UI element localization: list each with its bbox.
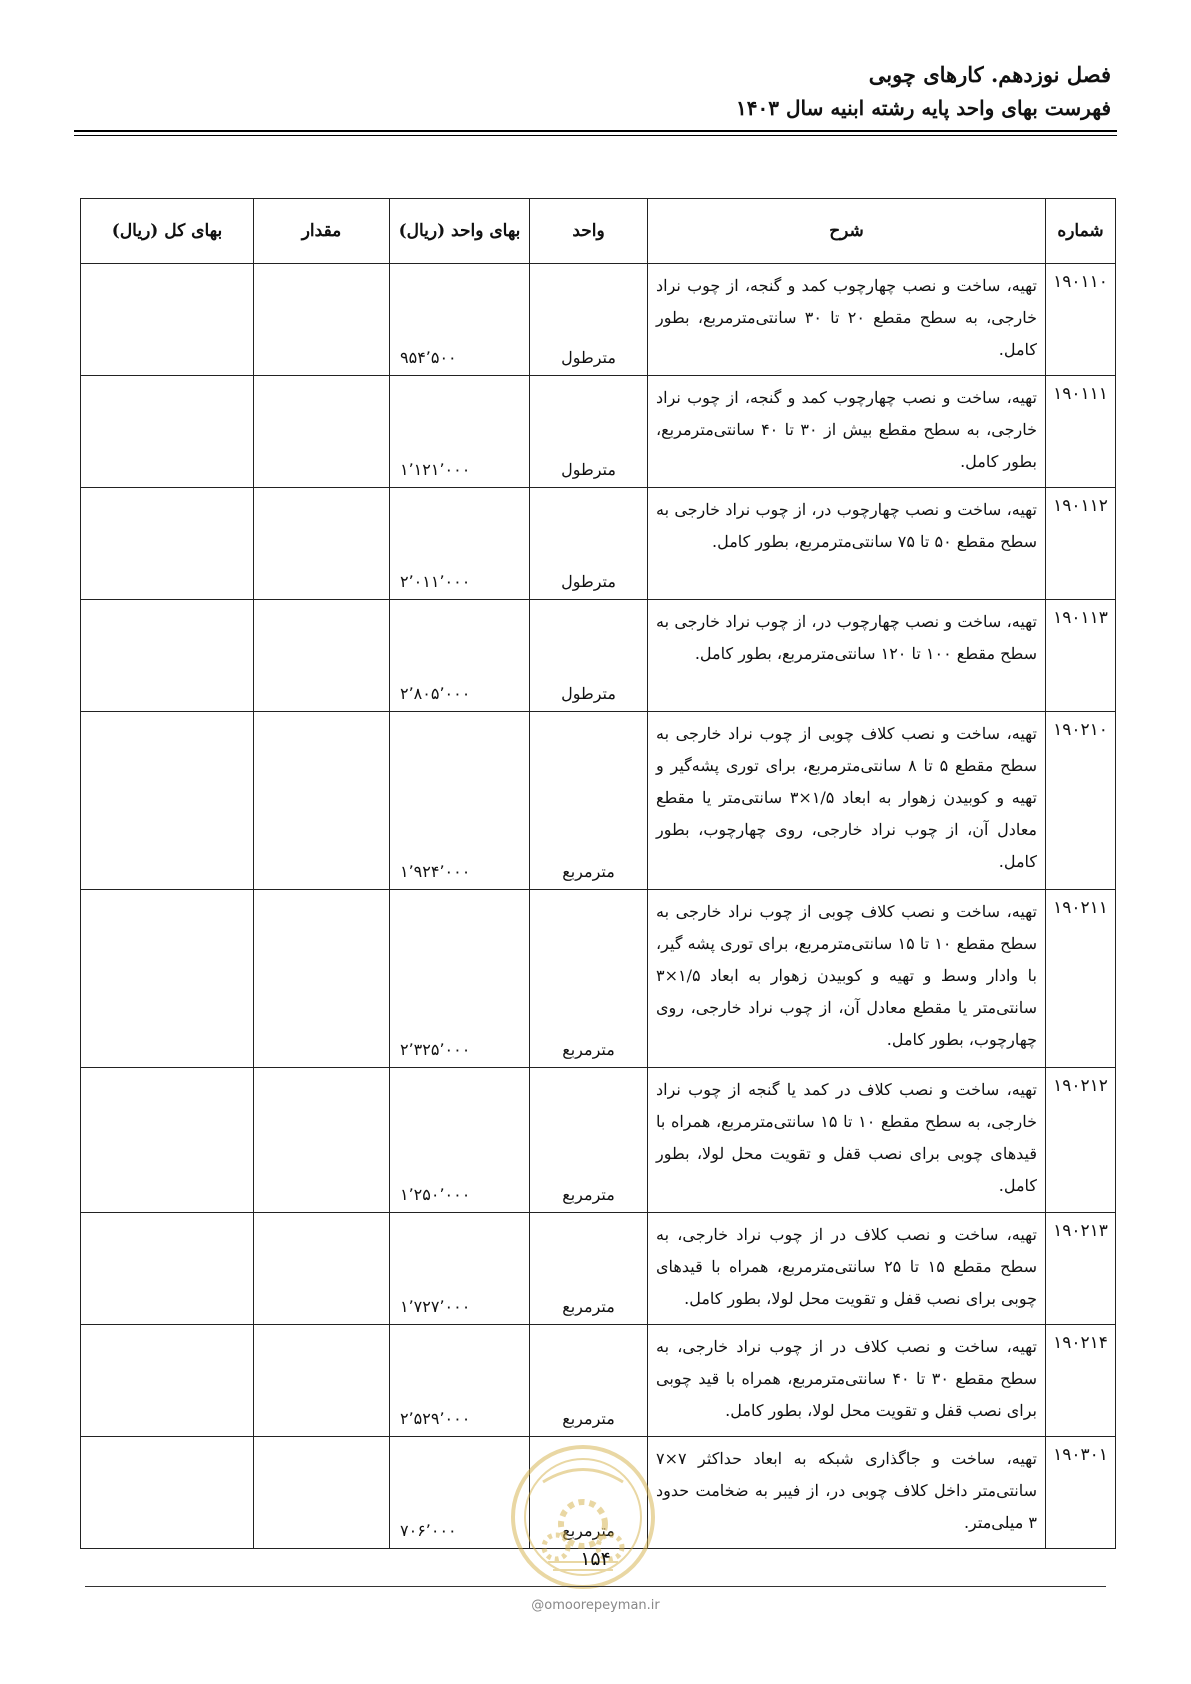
column-header-code: شماره — [1046, 199, 1116, 264]
row-unit-price: ۲٬۳۲۵٬۰۰۰ — [390, 890, 530, 1068]
chapter-title: فصل نوزدهم. کارهای چوبی — [868, 62, 1111, 87]
row-code: ۱۹۰۲۱۲ — [1046, 1068, 1116, 1213]
row-description: تهیه، ساخت و نصب کلاف چوبی از چوب نراد خارجی به سطح مقطع ۱۰ تا ۱۵ سانتی‌مترمربع، برای توری پشه گیر، با وادار وسط و تهیه و کوبیدن زهوار به ابعاد ۱/۵×۳ سانتی‌متر یا مقطع معادل آن، از چوب نراد خارجی، روی چهارچوب، بطور کامل. — [648, 890, 1046, 1068]
column-header-total-price: بهای کل (ریال) — [81, 199, 254, 264]
table-row — [81, 264, 1116, 376]
row-code: ۱۹۰۳۰۱ — [1046, 1437, 1116, 1549]
row-description: تهیه، ساخت و نصب کلاف چوبی از چوب نراد خارجی به سطح مقطع ۵ تا ۸ سانتی‌مترمربع، برای توری پشه‌گیر و تهیه و کوبیدن زهوار به ابعاد ۱/۵×۳ سانتی‌متر یا مقطع معادل آن، از چوب نراد خارجی، روی چهارچوب، بطور کامل. — [648, 712, 1046, 890]
row-quantity — [254, 376, 390, 488]
row-code: ۱۹۰۱۱۱ — [1046, 376, 1116, 488]
row-description: تهیه، ساخت و نصب چهارچوب کمد و گنجه، از چوب نراد خارجی، به سطح مقطع ۲۰ تا ۳۰ سانتی‌مترمربع، بطور کامل. — [648, 264, 1046, 376]
row-quantity — [254, 264, 390, 376]
row-description: تهیه، ساخت و نصب کلاف در از چوب نراد خارجی، به سطح مقطع ۱۵ تا ۲۵ سانتی‌مترمربع، همراه با قیدهای چوبی برای نصب قفل و تقویت محل لولا، بطور کامل. — [648, 1213, 1046, 1325]
table-row — [81, 376, 1116, 488]
row-quantity — [254, 1068, 390, 1213]
row-code: ۱۹۰۲۱۱ — [1046, 890, 1116, 1068]
row-code: ۱۹۰۲۱۳ — [1046, 1213, 1116, 1325]
row-total-price — [81, 890, 254, 1068]
footer-rule — [85, 1586, 1106, 1587]
row-total-price — [81, 712, 254, 890]
row-unit-price: ۷۰۶٬۰۰۰ — [390, 1437, 530, 1549]
row-description: تهیه، ساخت و نصب کلاف در کمد یا گنجه از چوب نراد خارجی، به سطح مقطع ۱۰ تا ۱۵ سانتی‌مترمربع، همراه با قیدهای چوبی برای نصب قفل و تقویت محل لولا، بطور کامل. — [648, 1068, 1046, 1213]
row-total-price — [81, 1213, 254, 1325]
row-total-price — [81, 600, 254, 712]
row-total-price — [81, 264, 254, 376]
row-quantity — [254, 1437, 390, 1549]
row-unit-price: ۱٬۲۵۰٬۰۰۰ — [390, 1068, 530, 1213]
row-unit: مترمربع — [530, 1325, 648, 1437]
header-rule-thin — [74, 135, 1117, 136]
row-description: تهیه، ساخت و نصب چهارچوب در، از چوب نراد خارجی به سطح مقطع ۱۰۰ تا ۱۲۰ سانتی‌مترمربع، بطور کامل. — [648, 600, 1046, 712]
row-unit: مترمربع — [530, 1068, 648, 1213]
table-row — [81, 600, 1116, 712]
column-header-quantity: مقدار — [254, 199, 390, 264]
price-list-table — [80, 198, 1116, 1549]
row-unit: مترطول — [530, 600, 648, 712]
table-row — [81, 1325, 1116, 1437]
row-total-price — [81, 1325, 254, 1437]
column-header-description: شرح — [648, 199, 1046, 264]
document-subtitle: فهرست بهای واحد پایه رشته ابنیه سال ۱۴۰۳ — [736, 96, 1111, 120]
row-unit-price: ۲٬۸۰۵٬۰۰۰ — [390, 600, 530, 712]
website-watermark: @omoorepeyman.ir — [531, 1598, 660, 1613]
row-code: ۱۹۰۱۱۰ — [1046, 264, 1116, 376]
row-unit: مترمربع — [530, 1437, 648, 1549]
row-unit-price: ۲٬۵۲۹٬۰۰۰ — [390, 1325, 530, 1437]
row-unit: مترمربع — [530, 712, 648, 890]
table-row — [81, 890, 1116, 1068]
row-quantity — [254, 488, 390, 600]
page-number: ۱۵۴ — [580, 1548, 611, 1570]
row-unit-price: ۱٬۱۲۱٬۰۰۰ — [390, 376, 530, 488]
page-header — [80, 58, 1111, 124]
column-header-unit: واحد — [530, 199, 648, 264]
row-unit: مترطول — [530, 488, 648, 600]
row-unit-price: ۱٬۹۲۴٬۰۰۰ — [390, 712, 530, 890]
row-code: ۱۹۰۱۱۲ — [1046, 488, 1116, 600]
table-row — [81, 712, 1116, 890]
row-total-price — [81, 488, 254, 600]
header-rule-thick — [74, 130, 1117, 132]
table-header-row — [81, 199, 1116, 264]
row-total-price — [81, 1068, 254, 1213]
row-quantity — [254, 712, 390, 890]
row-quantity — [254, 890, 390, 1068]
row-quantity — [254, 600, 390, 712]
row-description: تهیه، ساخت و جاگذاری شبکه به ابعاد حداکثر ۷×۷ سانتی‌متر داخل کلاف چوبی در، از فیبر به ضخامت حدود ۳ میلی‌متر. — [648, 1437, 1046, 1549]
row-quantity — [254, 1325, 390, 1437]
row-unit-price: ۲٬۰۱۱٬۰۰۰ — [390, 488, 530, 600]
row-quantity — [254, 1213, 390, 1325]
table-row — [81, 1437, 1116, 1549]
row-total-price — [81, 1437, 254, 1549]
table-row — [81, 1213, 1116, 1325]
table-row — [81, 488, 1116, 600]
table-row — [81, 1068, 1116, 1213]
row-total-price — [81, 376, 254, 488]
row-unit: مترطول — [530, 264, 648, 376]
column-header-unit-price: بهای واحد (ریال) — [390, 199, 530, 264]
row-unit: مترمربع — [530, 1213, 648, 1325]
row-description: تهیه، ساخت و نصب چهارچوب کمد و گنجه، از چوب نراد خارجی، به سطح مقطع بیش از ۳۰ تا ۴۰ سانتی‌مترمربع، بطور کامل. — [648, 376, 1046, 488]
row-code: ۱۹۰۲۱۰ — [1046, 712, 1116, 890]
row-unit: مترمربع — [530, 890, 648, 1068]
row-code: ۱۹۰۱۱۳ — [1046, 600, 1116, 712]
row-unit-price: ۱٬۷۲۷٬۰۰۰ — [390, 1213, 530, 1325]
row-description: تهیه، ساخت و نصب کلاف در از چوب نراد خارجی، به سطح مقطع ۳۰ تا ۴۰ سانتی‌مترمربع، همراه با قید چوبی برای نصب قفل و تقویت محل لولا، بطور کامل. — [648, 1325, 1046, 1437]
row-unit-price: ۹۵۴٬۵۰۰ — [390, 264, 530, 376]
row-description: تهیه، ساخت و نصب چهارچوب در، از چوب نراد خارجی به سطح مقطع ۵۰ تا ۷۵ سانتی‌مترمربع، بطور کامل. — [648, 488, 1046, 600]
row-unit: مترطول — [530, 376, 648, 488]
row-code: ۱۹۰۲۱۴ — [1046, 1325, 1116, 1437]
